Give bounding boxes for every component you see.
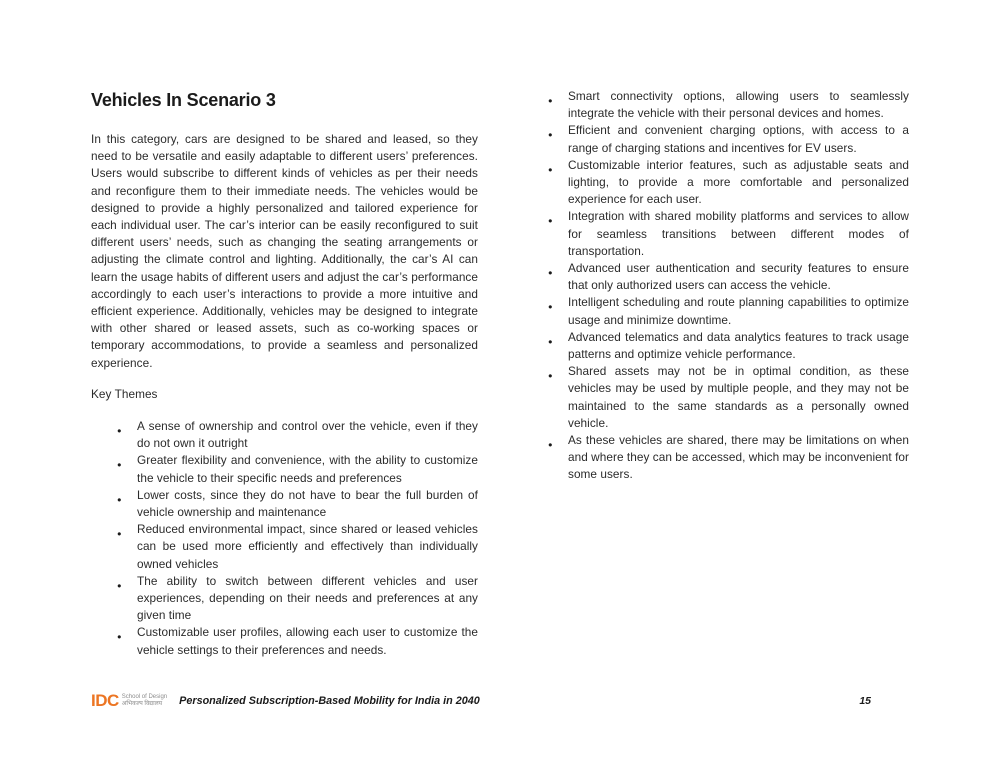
list-item: ● The ability to switch between different vehicles and user experiences, depending on their needs and preferences at any given time xyxy=(91,573,478,625)
page-number: 15 xyxy=(859,695,871,707)
list-item: ● Customizable interior features, such as adjustable seats and lighting, to provide a more comfortable and personalized experience for each user. xyxy=(545,157,909,209)
list-item: ● Integration with shared mobility platforms and services to allow for seamless transitions between different modes of transportation. xyxy=(545,208,909,260)
list-item: ● A sense of ownership and control over the vehicle, even if they do not own it outright xyxy=(91,418,478,452)
intro-paragraph: In this category, cars are designed to be shared and leased, so they need to be versatile and easily adaptable to different users’ preferences. Users would subscribe to different kinds of vehicles as per their needs and reconfigure them to their immediate needs. The vehicles would be designed to provide a highly personalized and tailored experience for each individual user. The car’s interior can be easily reconfigured to suit different users’ needs, such as changing the seating arrangements or adjusting the climate control and lighting. Additionally, the car’s AI can learn the usage habits of different users and adjust the car’s performance accordingly to each user’s interactions to provide a more intuitive and efficient experience. Additionally, vehicles may be designed to integrate with other shared or leased assets, such as co-working spaces or temporary accommodations, to provide a seamless and personalized experience. xyxy=(91,132,478,370)
idc-school-of-design-logo xyxy=(91,691,167,711)
left-column xyxy=(91,88,478,659)
page-title: Vehicles In Scenario 3 xyxy=(91,90,276,110)
list-item: ● Customizable user profiles, allowing each user to customize the vehicle settings to their preferences and needs. xyxy=(91,624,478,658)
logo-subtitle-hindi: अभिकल्प विद्यालय xyxy=(121,701,163,707)
list-item: ● Smart connectivity options, allowing users to seamlessly integrate the vehicle with their personal devices and homes. xyxy=(545,88,909,122)
list-item: ● Greater flexibility and convenience, with the ability to customize the vehicle to their specific needs and preferences xyxy=(91,452,478,486)
features-list xyxy=(545,88,909,484)
key-themes-list xyxy=(91,418,478,659)
list-item: ● Advanced user authentication and security features to ensure that only authorized users can access the vehicle. xyxy=(545,260,909,294)
list-item: ● Advanced telematics and data analytics features to track usage patterns and optimize vehicle performance. xyxy=(545,329,909,363)
idc-logo-text: IDC xyxy=(91,691,119,710)
page-footer xyxy=(91,691,908,719)
list-item: ● As these vehicles are shared, there may be limitations on when and where they can be accessed, which may be inconvenient for some users. xyxy=(545,432,909,484)
list-item: ● Lower costs, since they do not have to bear the full burden of vehicle ownership and maintenance xyxy=(91,487,478,521)
list-item: ● Reduced environmental impact, since shared or leased vehicles can be used more efficiently and effectively than individually owned vehicles xyxy=(91,521,478,573)
list-item: ● Shared assets may not be in optimal condition, as these vehicles may be used by multiple people, and they may not be maintained to the same standards as a personally owned vehicle. xyxy=(545,363,909,432)
right-column xyxy=(545,88,909,484)
list-item: ● Intelligent scheduling and route planning capabilities to optimize usage and minimize downtime. xyxy=(545,294,909,328)
logo-subtitle xyxy=(122,694,167,709)
footer-document-title: Personalized Subscription-Based Mobility for India in 2040 xyxy=(179,695,480,707)
logo-subtitle-english: School of Design xyxy=(121,693,168,700)
list-item: ● Efficient and convenient charging options, with access to a range of charging stations and incentives for EV users. xyxy=(545,122,909,156)
key-themes-heading: Key Themes xyxy=(91,386,158,401)
footer-left xyxy=(91,691,480,711)
